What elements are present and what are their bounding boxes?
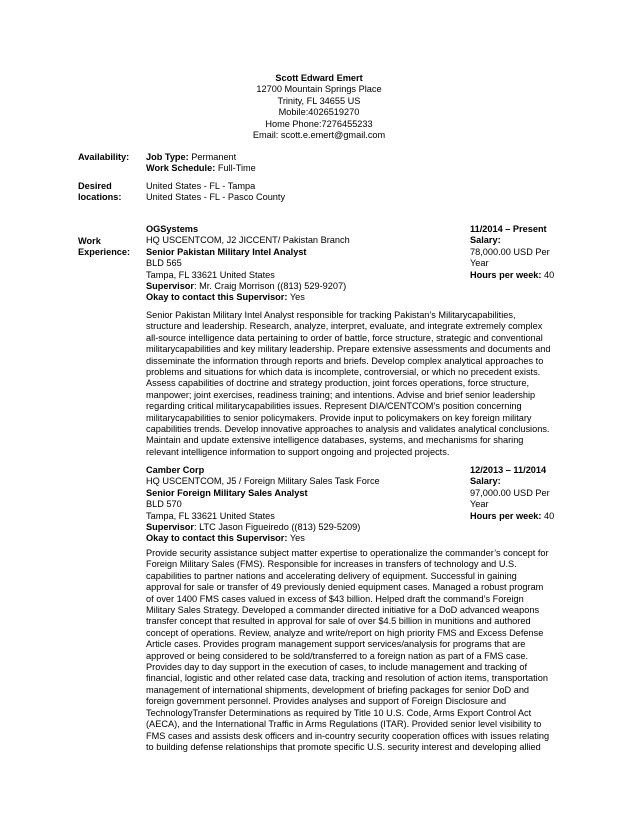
salary-label: Salary: bbox=[470, 235, 501, 246]
hours-label: Hours per week: bbox=[470, 269, 542, 280]
employer-name: OGSystems bbox=[146, 224, 199, 234]
employer-name: Camber Corp bbox=[146, 465, 205, 475]
job-terms bbox=[470, 465, 570, 522]
locations-content bbox=[146, 181, 568, 204]
supervisor-label: Supervisor bbox=[146, 522, 194, 533]
home-phone: Home Phone:7276455233 bbox=[265, 118, 373, 129]
job-description: Senior Pakistan Military Intel Analyst responsible for tracking Pakistan’s Militarycapabilities, structure and leadership. Research, analyze, interpret, evaluate, and integrate extremely complex all-source intelligence data pertaining to order of battle, force structure, strategic and conventional militarycapabilities and key military leadership. Prepare extensive assessments and documents and disseminate the information through reports and briefs. Develop complex analytical approaches to problems and situations for which data is incomplete, controversial, or which no precedent exists. Assess capabilities of doctrine and strategy production, joint forces operations, force structure, manpower; joint exercises, readiness training; and intentions. Advise and brief senior leadership regarding critical militarycapabilities issues. Represent DIA/CENTCOM’s position concerning militarycapabilities to senior policymakers. Provide input to policymakers on key foreign military capabilities trends. Develop innovative approaches to analysis and validates analytical conclusions. Maintain and update extensive intelligence databases, systems, and mechanisms for sharing relevant intelligence information to support ongoing and projected projects. bbox=[146, 310, 551, 457]
locations-label: Desired locations: bbox=[78, 181, 122, 203]
job-type-label: Job Type: bbox=[146, 152, 189, 162]
candidate-name: Scott Edward Emert bbox=[275, 73, 363, 83]
contact-value: Yes bbox=[289, 533, 305, 544]
contact-value: Yes bbox=[289, 292, 305, 303]
location-item: United States - FL - Tampa bbox=[146, 181, 256, 191]
job-dates: 12/2013 – 11/2014 bbox=[470, 465, 547, 475]
contact-label: Okay to contact this Supervisor: bbox=[146, 533, 288, 544]
email-address: Email: scott.e.emert@gmail.com bbox=[252, 130, 386, 141]
availability-label: Availability: bbox=[78, 152, 130, 162]
hours-value: 40 bbox=[544, 269, 555, 280]
supervisor-value: : LTC Jason Figueiredo ((813) 529-5209) bbox=[194, 522, 361, 533]
job-title: Senior Foreign Military Sales Analyst bbox=[146, 487, 308, 498]
salary-period: Year bbox=[470, 499, 489, 510]
city-state-zip: Trinity, FL 34655 US bbox=[277, 95, 361, 106]
location-item: United States - FL - Pasco County bbox=[146, 192, 286, 203]
job-terms bbox=[470, 224, 570, 281]
work-schedule-value: Full-Time bbox=[217, 163, 256, 174]
contact-header bbox=[0, 73, 638, 141]
street-address: 12700 Mountain Springs Place bbox=[256, 84, 382, 95]
hours-value: 40 bbox=[544, 510, 555, 521]
job-details bbox=[146, 224, 466, 304]
mobile-phone: Mobile:4026519270 bbox=[278, 107, 360, 118]
job-building: BLD 570 bbox=[146, 499, 182, 510]
contact-label: Okay to contact this Supervisor: bbox=[146, 292, 288, 303]
availability-content bbox=[146, 152, 568, 175]
experience-label: Work Experience: bbox=[78, 236, 131, 258]
salary-value: 78,000.00 USD Per bbox=[470, 246, 550, 257]
job-unit: HQ USCENTCOM, J5 / Foreign Military Sales Task Force bbox=[146, 476, 380, 487]
supervisor-label: Supervisor bbox=[146, 281, 194, 292]
job-building: BLD 565 bbox=[146, 258, 182, 269]
job-description: Provide security assistance subject matter expertise to operationalize the commander’s concept for Foreign Military Sales (FMS). Responsible for increases in transfers of technology and U.S. capabilities to partner nations and accelerating delivery of equipment. Successful in gaining approval for sale or transfer of 49 previously denied equipment cases. Managed a robust program of over 1400 FMS cases valued in excess of $43 billion. Helped draft the command’s Foreign Military Sales Strategy. Developed a commander directed initiative for a DoD advanced weapons transfer concept that resulted in approval for sale of over $4.5 billion in munitions and authored concept of operations. Review, analyze and write/report on high priority FMS and Excess Defense Article cases. Provides program management support services/analysis for programs that are approved or being considered to be sold/transferred to a foreign nation as part of a FMS case. Provides day to day support in the execution of cases, to include management and tracking of financial, logistic and other related case data, tracking and resolution of action items, transportation management of international shipments, development of briefing packages for senior DoD and foreign government personnel. Provides analyses and support of Foreign Disclosure and TechnologyTransfer Determinations as required by Title 10 U.S. Code, Arms Export Control Act (AECA), and the International Traffic in Arms Regulations (ITAR). Provided senior level visibility to FMS cases and assists desk officers and in-country security cooperation offices with issues relating to building defense relationships that promote specific U.S. security interest and developing allied bbox=[146, 548, 550, 752]
salary-value: 97,000.00 USD Per bbox=[470, 487, 550, 498]
job-details bbox=[146, 465, 466, 545]
job-title: Senior Pakistan Military Intel Analyst bbox=[146, 246, 307, 257]
supervisor-value: : Mr. Craig Morrison ((813) 529-9207) bbox=[194, 281, 347, 292]
job-dates: 11/2014 – Present bbox=[470, 224, 547, 234]
salary-label: Salary: bbox=[470, 476, 501, 487]
job-city: Tampa, FL 33621 United States bbox=[146, 269, 275, 280]
salary-period: Year bbox=[470, 258, 489, 269]
work-schedule-label: Work Schedule: bbox=[146, 163, 216, 174]
job-unit: HQ USCENTCOM, J2 JICCENT/ Pakistan Branch bbox=[146, 235, 350, 246]
hours-label: Hours per week: bbox=[470, 510, 542, 521]
job-type-value: Permanent bbox=[191, 152, 237, 162]
job-city: Tampa, FL 33621 United States bbox=[146, 510, 275, 521]
